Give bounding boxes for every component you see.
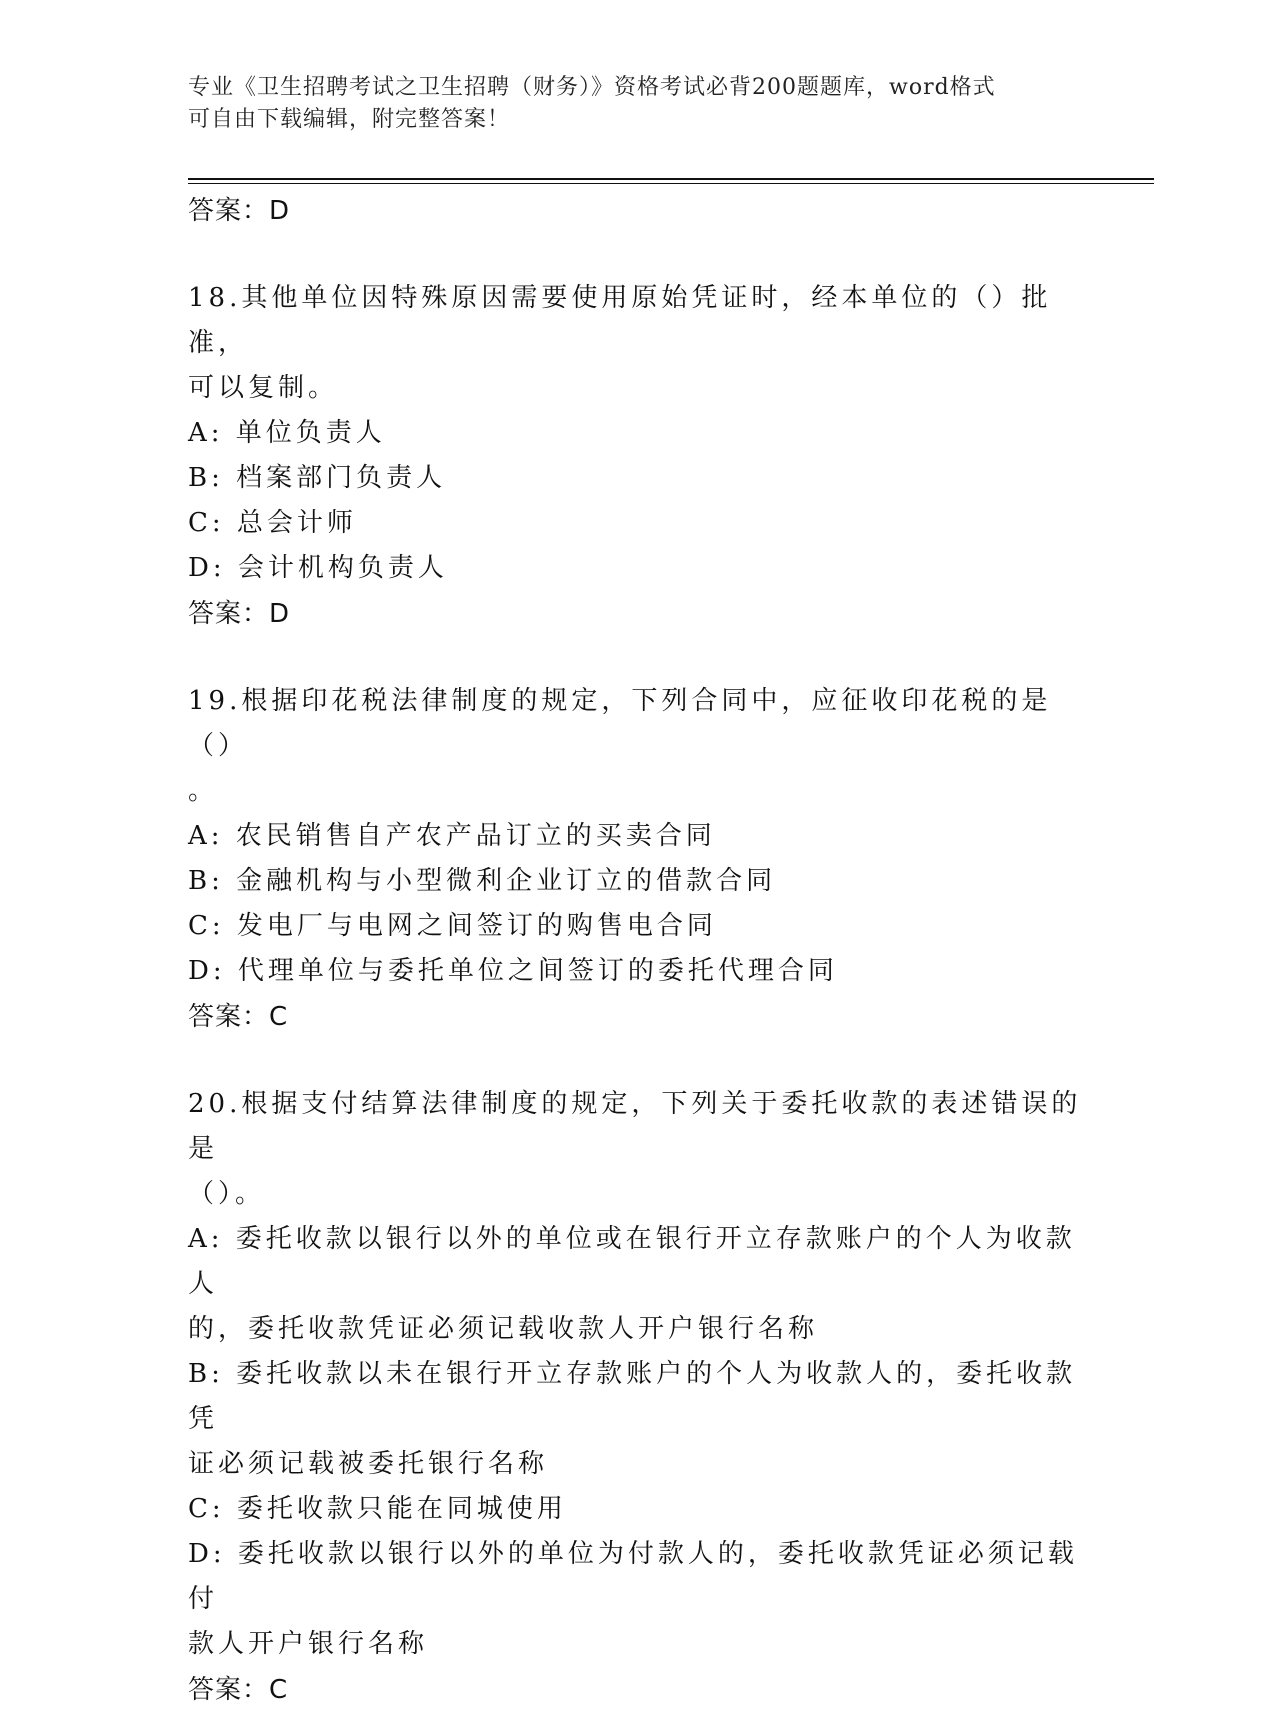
- document-header: [188, 72, 1088, 136]
- option-b: B: 委托收款以未在银行开立存款账户的个人为收款人的，委托收款凭: [188, 1359, 1077, 1434]
- header-line-2: 可自由下载编辑，附完整答案！: [188, 107, 511, 132]
- header-rule-thin: [188, 183, 1154, 184]
- option-a-continued: 的，委托收款凭证必须记载收款人开户银行名称: [188, 1314, 819, 1344]
- option-a: A: 委托收款以银行以外的单位或在银行开立存款账户的个人为收款人: [188, 1224, 1076, 1299]
- option-b: B: 档案部门负责人: [188, 463, 447, 493]
- question-stem-line: 18.其他单位因特殊原因需要使用原始凭证时，经本单位的（）批准，: [188, 283, 1052, 358]
- question-stem-line: （）。: [188, 1179, 266, 1209]
- question-stem-line: 19.根据印花税法律制度的规定，下列合同中，应征收印花税的是（）: [188, 686, 1052, 761]
- option-c: C: 委托收款只能在同城使用: [188, 1494, 567, 1524]
- option-d: D: 会计机构负责人: [188, 553, 448, 583]
- option-c: C: 总会计师: [188, 508, 357, 538]
- option-a: A: 农民销售自产农产品订立的买卖合同: [188, 821, 716, 851]
- option-b-continued: 证必须记载被委托银行名称: [188, 1449, 549, 1479]
- option-d-continued: 款人开户银行名称: [188, 1629, 429, 1659]
- question-stem-line: 20.根据支付结算法律制度的规定，下列关于委托收款的表述错误的是: [188, 1089, 1082, 1164]
- question-stem-line: 。: [188, 776, 219, 806]
- document-body: [188, 188, 1088, 1713]
- question-19: [188, 679, 1088, 1040]
- option-a: A: 单位负责人: [188, 418, 386, 448]
- option-b: B: 金融机构与小型微利企业订立的借款合同: [188, 866, 777, 896]
- answer-18: 答案：D: [188, 599, 291, 629]
- header-line-1: 专业《卫生招聘考试之卫生招聘（财务）》资格考试必背200题题库，word格式: [188, 75, 996, 100]
- answer-prev: 答案：D: [188, 196, 291, 226]
- header-rule: [188, 178, 1154, 180]
- question-18: [188, 276, 1088, 637]
- option-d: D: 委托收款以银行以外的单位为付款人的，委托收款凭证必须记载付: [188, 1539, 1078, 1614]
- answer-19: 答案：C: [188, 1002, 289, 1032]
- option-c: C: 发电厂与电网之间签订的购售电合同: [188, 911, 717, 941]
- answer-20: 答案：C: [188, 1675, 289, 1705]
- question-stem-line: 可以复制。: [188, 373, 339, 403]
- option-d: D: 代理单位与委托单位之间签订的委托代理合同: [188, 956, 838, 986]
- question-20: [188, 1082, 1088, 1713]
